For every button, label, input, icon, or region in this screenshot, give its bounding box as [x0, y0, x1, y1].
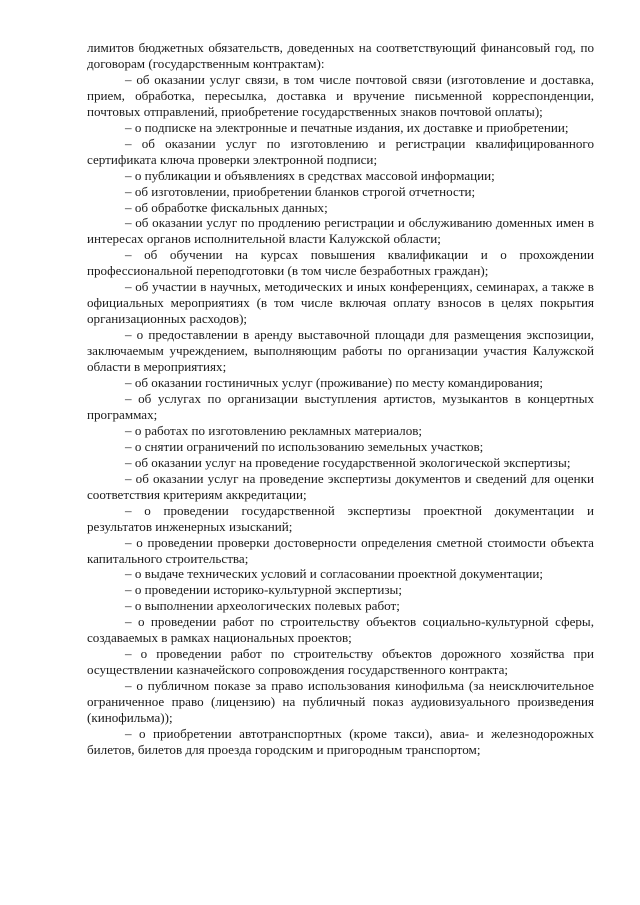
list-item-subscription: – о подписке на электронные и печатные издания, их доставке и приобретении; — [125, 119, 569, 135]
list-item-artists: – об услугах по организации выступления артистов, музыкантов в концертных программах; — [87, 390, 594, 422]
list-item-exhibition-space: – о предоставлении в аренду выставочной площади для размещения экспозиции, заключаемым учреждением, выполняющим работы по организации участия Калужской области в мероприятиях; — [87, 327, 594, 375]
list-item-advertising: – о работах по изготовлению рекламных материалов; — [125, 422, 423, 438]
list-item-cost-verification: – о проведении проверки достоверности определения сметной стоимости объекта капитального строительства; — [87, 534, 594, 566]
list-item-cultural-expertise: – о проведении историко-культурной экспертизы; — [125, 582, 402, 598]
list-item-conferences: – об участии в научных, методических и иных конференциях, семинарах, а также в официальных мероприятиях (в том числе включая оплату взносов в целях покрытия организационных расходов); — [87, 279, 594, 327]
list-item-transport-tickets: – о приобретении автотранспортных (кроме такси), авиа- и железнодорожных билетов, билетов для проезда городским и пригородным транспортом; — [87, 725, 594, 757]
list-item-technical-conditions: – о выдаче технических условий и согласовании проектной документации; — [125, 566, 543, 582]
paragraph-continuation: лимитов бюджетных обязательств, доведенных на соответствующий финансовый год, по договорам (государственным контрактам): — [87, 40, 594, 71]
list-item-training: – об обучении на курсах повышения квалификации и о прохождении профессиональной переподготовки (в том числе безработных граждан); — [87, 247, 594, 279]
list-item-domain-names: – об оказании услуг по продлению регистрации и обслуживанию доменных имен в интересах органов исполнительной власти Калужской области; — [87, 215, 594, 247]
list-item-e-signature-certificate: – об оказании услуг по изготовлению и регистрации квалифицированного сертификата ключа проверки электронной подписи; — [87, 135, 594, 167]
list-item-fiscal-data: – об обработке фискальных данных; — [125, 199, 328, 215]
list-item-hotel-services: – об оказании гостиничных услуг (проживание) по месту командирования; — [125, 375, 544, 391]
list-item-postal-services: – об оказании услуг связи, в том числе почтовой связи (изготовление и доставка, прием, обработка, пересылка, доставка и вручение письменной корреспонденции, почтовых отправлений, приобретение государственных знаков почтовой оплаты); — [87, 71, 594, 119]
list-item-archaeological-works: – о выполнении археологических полевых работ; — [125, 598, 400, 614]
document-body — [87, 40, 594, 758]
list-item-strict-forms: – об изготовлении, приобретении бланков строгой отчетности; — [125, 183, 476, 199]
list-item-sociocultural-construction: – о проведении работ по строительству объектов социально-культурной сферы, создаваемых в рамках национальных проектов; — [87, 614, 594, 646]
list-item-media-publications: – о публикации и объявлениях в средствах массовой информации; — [125, 167, 495, 183]
list-item-road-construction: – о проведении работ по строительству объектов дорожного хозяйства при осуществлении казначейского сопровождения государственного контракта; — [87, 646, 594, 678]
list-item-ecological-expertise: – об оказании услуг на проведение государственной экологической экспертизы; — [125, 454, 571, 470]
list-item-project-expertise: – о проведении государственной экспертизы проектной документации и результатов инженерных изысканий; — [87, 502, 594, 534]
list-item-accreditation-expertise: – об оказании услуг на проведение экспертизы документов и сведений для оценки соответствия критериям аккредитации; — [87, 470, 594, 502]
list-item-land-restrictions: – о снятии ограничений по использованию земельных участков; — [125, 438, 484, 454]
list-item-film-screening: – о публичном показе за право использования кинофильма (за неисключительное ограниченное право (лицензию) на публичный показ аудиовизуального произведения (кинофильма)); — [87, 678, 594, 726]
